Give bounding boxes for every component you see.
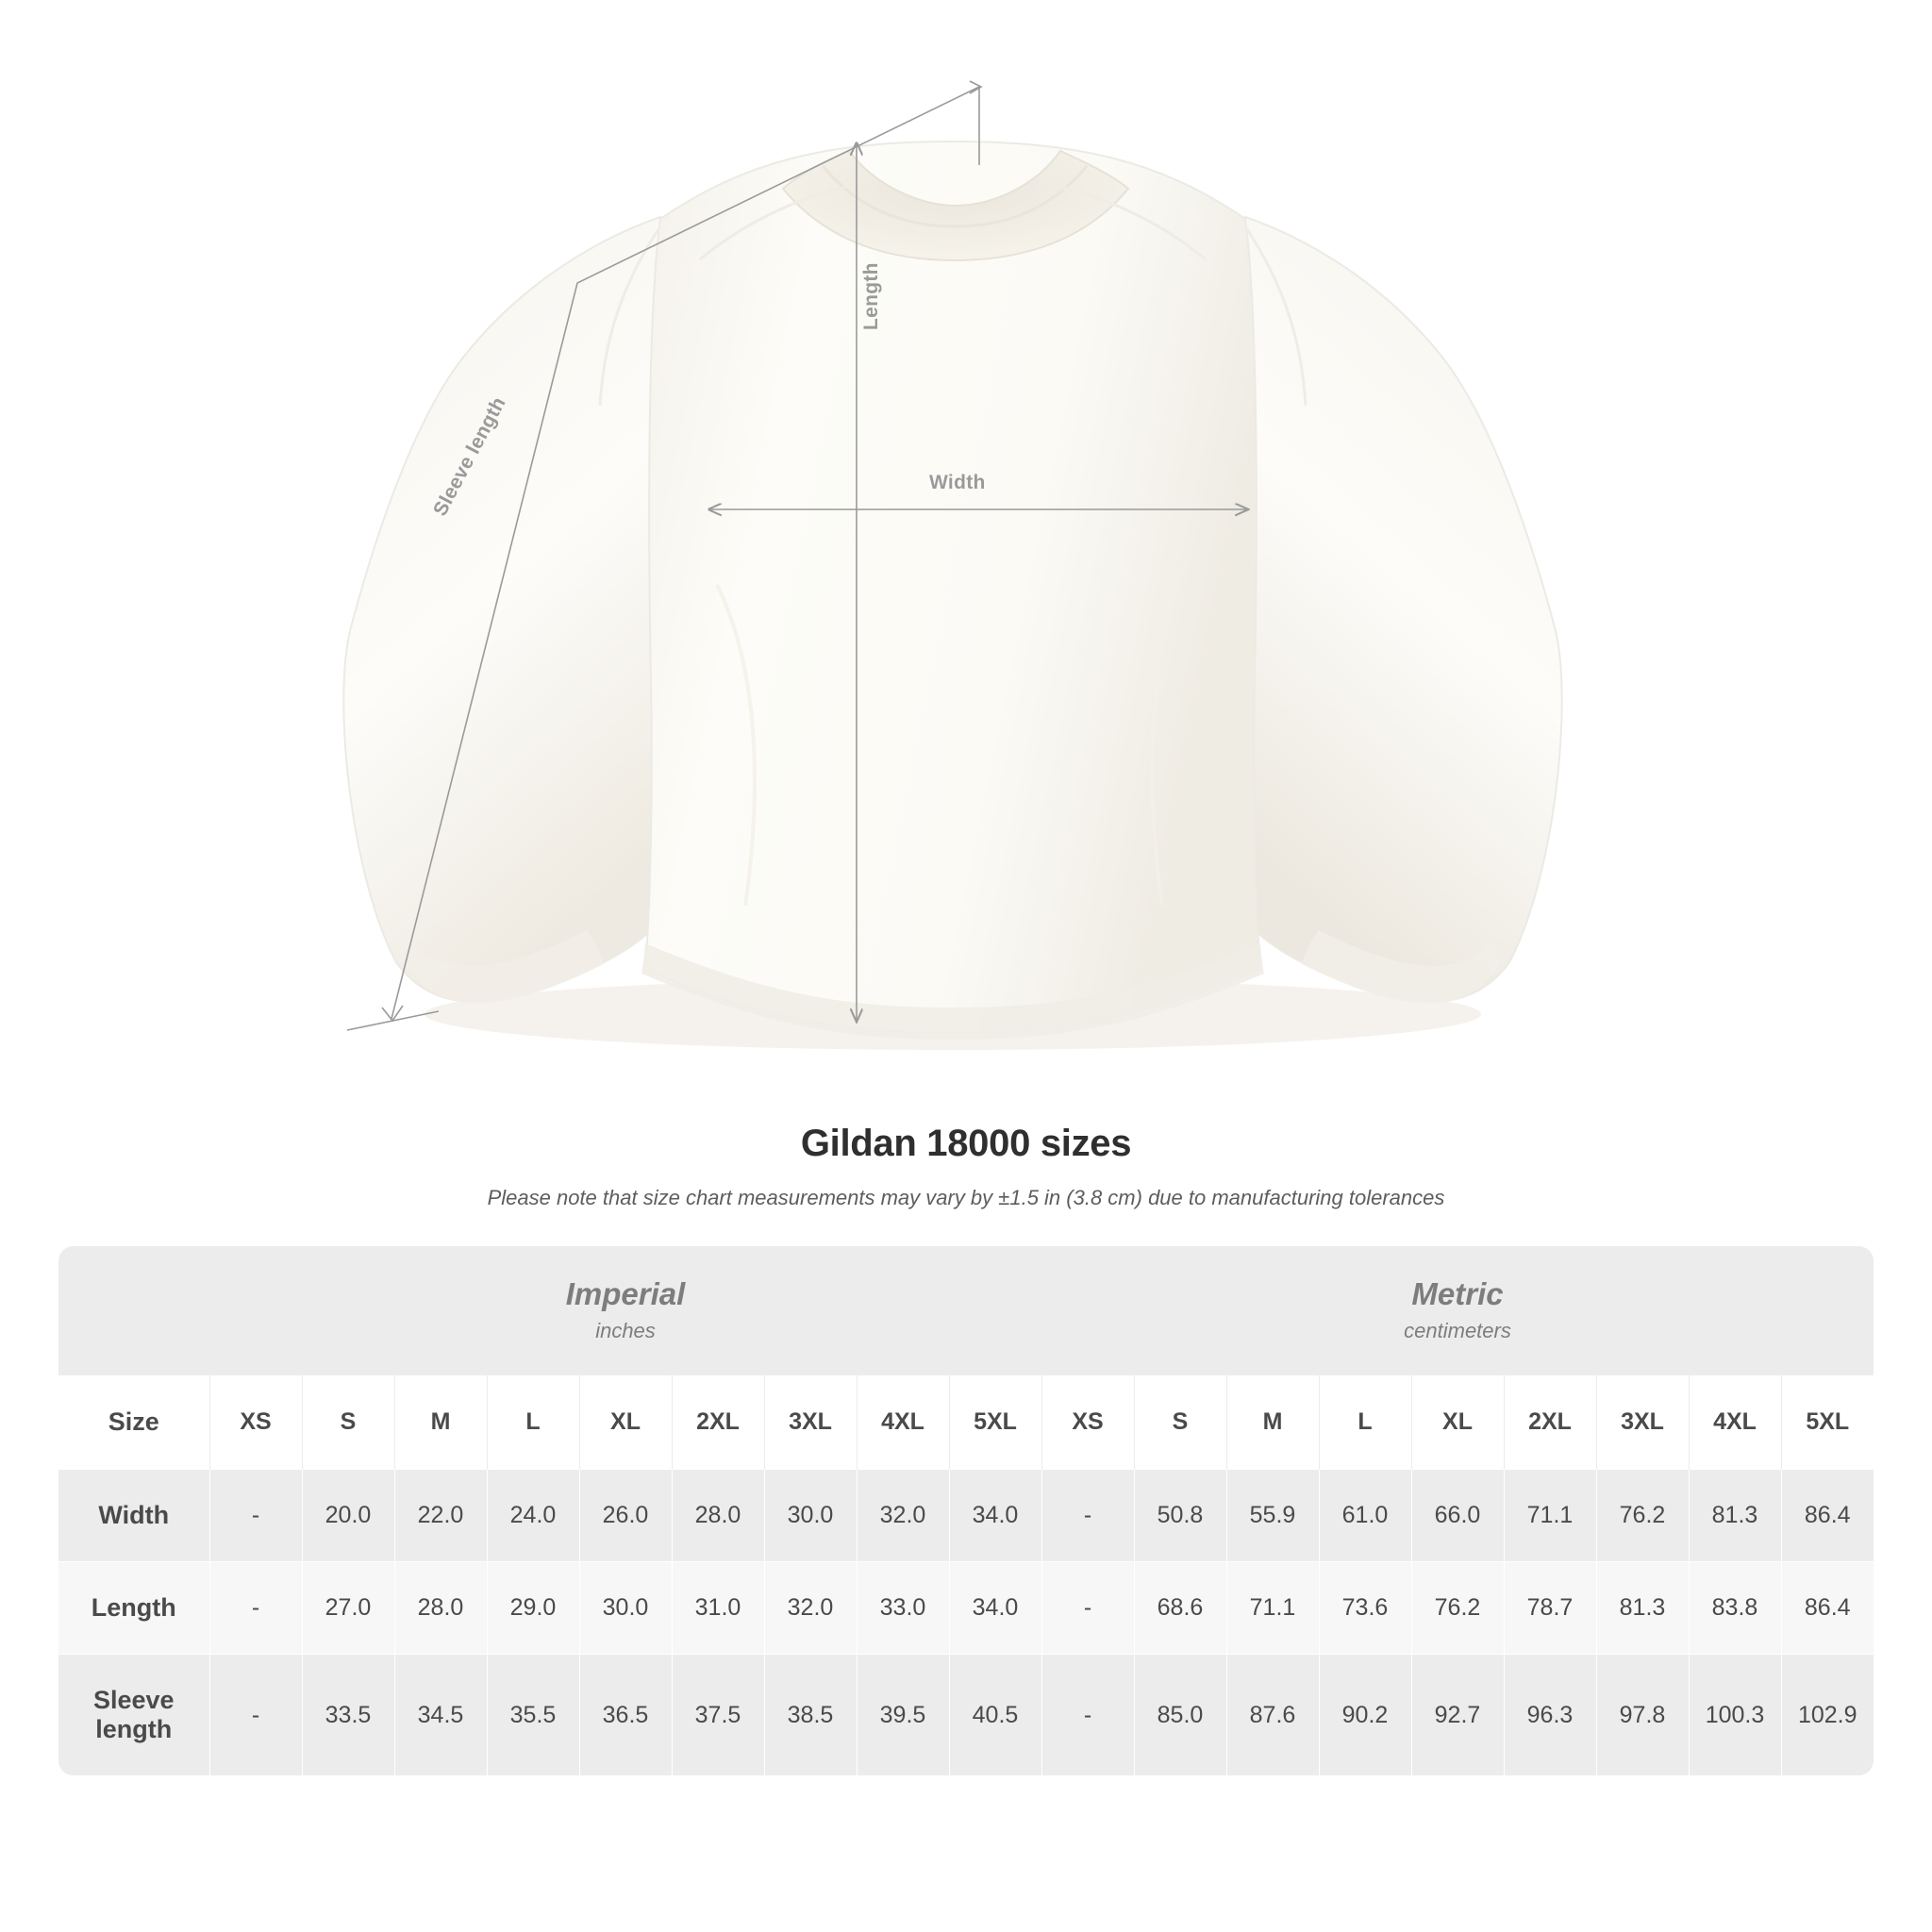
cell-sleeve-17: 102.9: [1781, 1655, 1874, 1776]
cell-sleeve-5: 37.5: [672, 1655, 764, 1776]
cell-width-0: -: [209, 1470, 302, 1562]
cell-sleeve-0: -: [209, 1655, 302, 1776]
metric-subtitle: centimeters: [1404, 1319, 1511, 1343]
col-header-m-imp: M: [394, 1375, 487, 1470]
size-header-cell: Size: [58, 1375, 209, 1470]
col-header-4xl-met: 4XL: [1689, 1375, 1781, 1470]
cell-width-6: 30.0: [764, 1470, 857, 1562]
imperial-subtitle: inches: [595, 1319, 656, 1343]
cell-sleeve-13: 92.7: [1411, 1655, 1504, 1776]
cell-length-9: -: [1041, 1562, 1134, 1655]
col-header-s-imp: S: [302, 1375, 394, 1470]
cell-width-14: 71.1: [1504, 1470, 1596, 1562]
imperial-unit-cell: [209, 1246, 1041, 1375]
title-block: [0, 1123, 1932, 1210]
page-title: Gildan 18000 sizes: [800, 1123, 1132, 1164]
table-row: [58, 1470, 1874, 1562]
cell-width-2: 22.0: [394, 1470, 487, 1562]
cell-sleeve-11: 87.6: [1226, 1655, 1319, 1776]
tolerance-note: Please note that size chart measurements may vary by ±1.5 in (3.8 cm) due to manufacturing tolerances: [487, 1186, 1445, 1209]
cell-width-8: 34.0: [949, 1470, 1041, 1562]
cell-width-13: 66.0: [1411, 1470, 1504, 1562]
cell-length-14: 78.7: [1504, 1562, 1596, 1655]
col-header-l-imp: L: [487, 1375, 579, 1470]
table-row: [58, 1655, 1874, 1776]
cell-sleeve-1: 33.5: [302, 1655, 394, 1776]
cell-width-10: 50.8: [1134, 1470, 1226, 1562]
col-header-3xl-imp: 3XL: [764, 1375, 857, 1470]
cell-length-0: -: [209, 1562, 302, 1655]
col-header-s-met: S: [1134, 1375, 1226, 1470]
cell-sleeve-15: 97.8: [1596, 1655, 1689, 1776]
col-header-xl-met: XL: [1411, 1375, 1504, 1470]
col-header-xl-imp: XL: [579, 1375, 672, 1470]
cell-length-17: 86.4: [1781, 1562, 1874, 1655]
cell-sleeve-6: 38.5: [764, 1655, 857, 1776]
size-table: [58, 1246, 1874, 1775]
cell-width-5: 28.0: [672, 1470, 764, 1562]
cell-length-16: 83.8: [1689, 1562, 1781, 1655]
cell-width-7: 32.0: [857, 1470, 949, 1562]
col-header-xs-met: XS: [1041, 1375, 1134, 1470]
metric-title: Metric: [1411, 1276, 1504, 1311]
cell-length-10: 68.6: [1134, 1562, 1226, 1655]
sleeve-length-label: Sleeve length: [429, 393, 510, 520]
cell-length-4: 30.0: [579, 1562, 672, 1655]
col-header-5xl-imp: 5XL: [949, 1375, 1041, 1470]
cell-length-13: 76.2: [1411, 1562, 1504, 1655]
col-header-2xl-met: 2XL: [1504, 1375, 1596, 1470]
cell-sleeve-7: 39.5: [857, 1655, 949, 1776]
cell-width-15: 76.2: [1596, 1470, 1689, 1562]
cell-width-16: 81.3: [1689, 1470, 1781, 1562]
width-label: Width: [929, 472, 986, 493]
units-spacer-cell: [58, 1246, 209, 1375]
cell-width-17: 86.4: [1781, 1470, 1874, 1562]
table-row: [58, 1562, 1874, 1655]
cell-width-3: 24.0: [487, 1470, 579, 1562]
row-label-length: Length: [58, 1562, 209, 1655]
imperial-title: Imperial: [565, 1276, 686, 1311]
col-header-3xl-met: 3XL: [1596, 1375, 1689, 1470]
col-header-m-met: M: [1226, 1375, 1319, 1470]
col-header-4xl-imp: 4XL: [857, 1375, 949, 1470]
row-label-sleeve-length: Sleeve length: [58, 1655, 209, 1776]
col-header-5xl-met: 5XL: [1781, 1375, 1874, 1470]
cell-length-8: 34.0: [949, 1562, 1041, 1655]
units-header-row: [58, 1246, 1874, 1375]
cell-width-12: 61.0: [1319, 1470, 1411, 1562]
col-header-2xl-imp: 2XL: [672, 1375, 764, 1470]
cell-length-15: 81.3: [1596, 1562, 1689, 1655]
cell-sleeve-4: 36.5: [579, 1655, 672, 1776]
cell-length-7: 33.0: [857, 1562, 949, 1655]
cell-length-6: 32.0: [764, 1562, 857, 1655]
cell-length-1: 27.0: [302, 1562, 394, 1655]
cell-sleeve-14: 96.3: [1504, 1655, 1596, 1776]
cell-width-1: 20.0: [302, 1470, 394, 1562]
metric-unit-cell: [1041, 1246, 1874, 1375]
cell-width-11: 55.9: [1226, 1470, 1319, 1562]
cell-sleeve-10: 85.0: [1134, 1655, 1226, 1776]
size-table-wrapper: [58, 1246, 1874, 1775]
cell-sleeve-2: 34.5: [394, 1655, 487, 1776]
cell-width-9: -: [1041, 1470, 1134, 1562]
cell-sleeve-16: 100.3: [1689, 1655, 1781, 1776]
cell-sleeve-12: 90.2: [1319, 1655, 1411, 1776]
col-header-l-met: L: [1319, 1375, 1411, 1470]
cell-length-11: 71.1: [1226, 1562, 1319, 1655]
cell-length-2: 28.0: [394, 1562, 487, 1655]
row-label-width: Width: [58, 1470, 209, 1562]
cell-length-3: 29.0: [487, 1562, 579, 1655]
col-header-xs-imp: XS: [209, 1375, 302, 1470]
body-panel: [645, 142, 1260, 1033]
cell-sleeve-8: 40.5: [949, 1655, 1041, 1776]
length-label: Length: [860, 262, 882, 330]
cell-length-5: 31.0: [672, 1562, 764, 1655]
cell-sleeve-3: 35.5: [487, 1655, 579, 1776]
cell-length-12: 73.6: [1319, 1562, 1411, 1655]
cell-width-4: 26.0: [579, 1470, 672, 1562]
column-header-row: [58, 1375, 1874, 1470]
cell-sleeve-9: -: [1041, 1655, 1134, 1776]
